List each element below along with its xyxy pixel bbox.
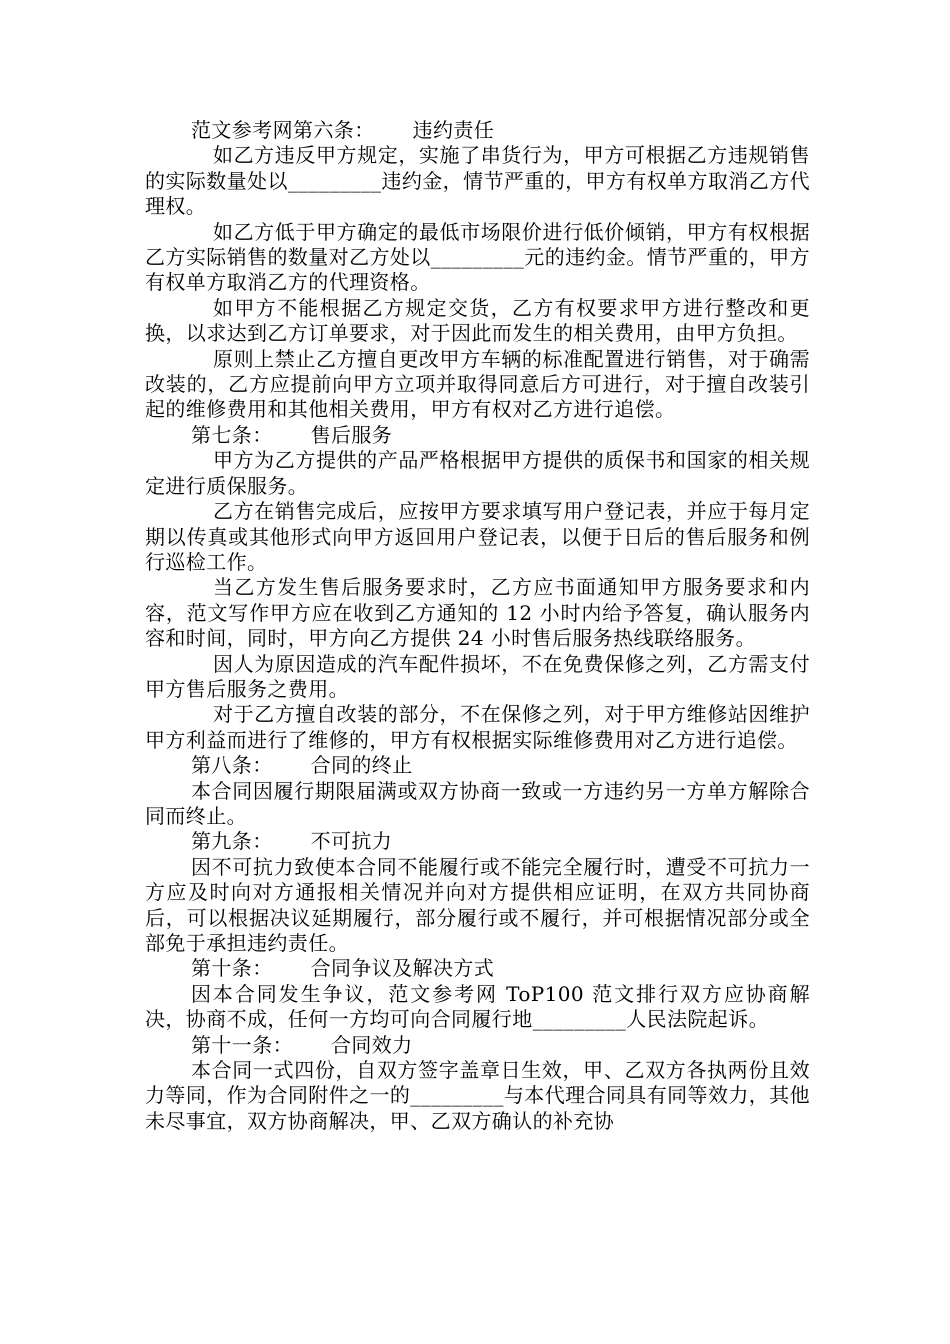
- section-heading: [145, 118, 810, 143]
- clause-paragraph: 原则上禁止乙方擅自更改甲方车辆的标准配置进行销售，对于确需改装的，乙方应提前向甲方立项并取得同意后方可进行，对于擅自改装引起的维修费用和其他相关费用，甲方有权对乙方进行追偿。: [145, 346, 810, 422]
- clause-paragraph: 对于乙方擅自改装的部分，不在保修之列，对于甲方维修站因维护甲方利益而进行了维修的，甲方有权根据实际维修费用对乙方进行追偿。: [145, 702, 810, 752]
- clause-paragraph: 甲方为乙方提供的产品严格根据甲方提供的质保书和国家的相关规定进行质保服务。: [145, 448, 810, 498]
- section-title: 合同效力: [331, 1032, 413, 1057]
- clause-paragraph: 因人为原因造成的汽车配件损坏，不在免费保修之列，乙方需支付甲方售后服务之费用。: [145, 651, 810, 701]
- section-heading: [145, 829, 810, 854]
- section-number: 范文参考网第六条：: [191, 118, 375, 142]
- section-heading: [145, 423, 810, 448]
- clause-paragraph: 如乙方违反甲方规定，实施了串货行为，甲方可根据乙方违规销售的实际数量处以_________违约金，情节严重的，甲方有权单方取消乙方代理权。: [145, 143, 810, 219]
- clause-paragraph: 因不可抗力致使本合同不能履行或不能完全履行时，遭受不可抗力一方应及时向对方通报相关情况并向对方提供相应证明，在双方共同协商后，可以根据决议延期履行，部分履行或不履行，并可根据情况部分或全部免于承担违约责任。: [145, 854, 810, 955]
- clause-paragraph: 本合同因履行期限届满或双方协商一致或一方违约另一方单方解除合同而终止。: [145, 778, 810, 828]
- section-heading: [145, 753, 810, 778]
- section-number: 第十一条：: [191, 1032, 293, 1057]
- section-heading: [145, 1033, 810, 1058]
- section-number: 第九条：: [191, 829, 273, 854]
- section-number: 第十条：: [191, 956, 273, 981]
- clause-paragraph: 如甲方不能根据乙方规定交货，乙方有权要求甲方进行整改和更换，以求达到乙方订单要求，对于因此而发生的相关费用，由甲方负担。: [145, 295, 810, 346]
- section-number: 第八条：: [191, 753, 273, 778]
- section-title: 违约责任: [412, 118, 495, 142]
- clause-paragraph: 本合同一式四份，自双方签字盖章日生效，甲、乙双方各执两份且效力等同，作为合同附件之一的_________与本代理合同具有同等效力，其他未尽事宜，双方协商解决，甲、乙双方确认的补充协: [145, 1058, 810, 1133]
- section-title: 售后服务: [310, 422, 393, 447]
- section-heading: [145, 956, 810, 981]
- clause-paragraph: 乙方在销售完成后，应按甲方要求填写用户登记表，并应于每月定期以传真或其他形式向甲方返回用户登记表，以便于日后的售后服务和例行巡检工作。: [145, 499, 810, 574]
- clause-paragraph: 如乙方低于甲方确定的最低市场限价进行低价倾销，甲方有权根据乙方实际销售的数量对乙方处以_________元的违约金。情节严重的，甲方有权单方取消乙方的代理资格。: [145, 219, 810, 295]
- section-title: 合同争议及解决方式: [310, 956, 495, 981]
- section-number: 第七条：: [191, 422, 273, 447]
- clause-paragraph: 因本合同发生争议，范文参考网 ToP100 范文排行双方应协商解决，协商不成，任何一方均可向合同履行地_________人民法院起诉。: [145, 981, 810, 1032]
- clause-paragraph: 当乙方发生售后服务要求时，乙方应书面通知甲方服务要求和内容，范文写作甲方应在收到乙方通知的 12 小时内给予答复，确认服务内容和时间，同时，甲方向乙方提供 24 小时售后服务热线联络服务。: [145, 575, 810, 651]
- section-title: 合同的终止: [310, 753, 413, 778]
- document-body: [145, 118, 810, 1134]
- section-title: 不可抗力: [310, 829, 393, 854]
